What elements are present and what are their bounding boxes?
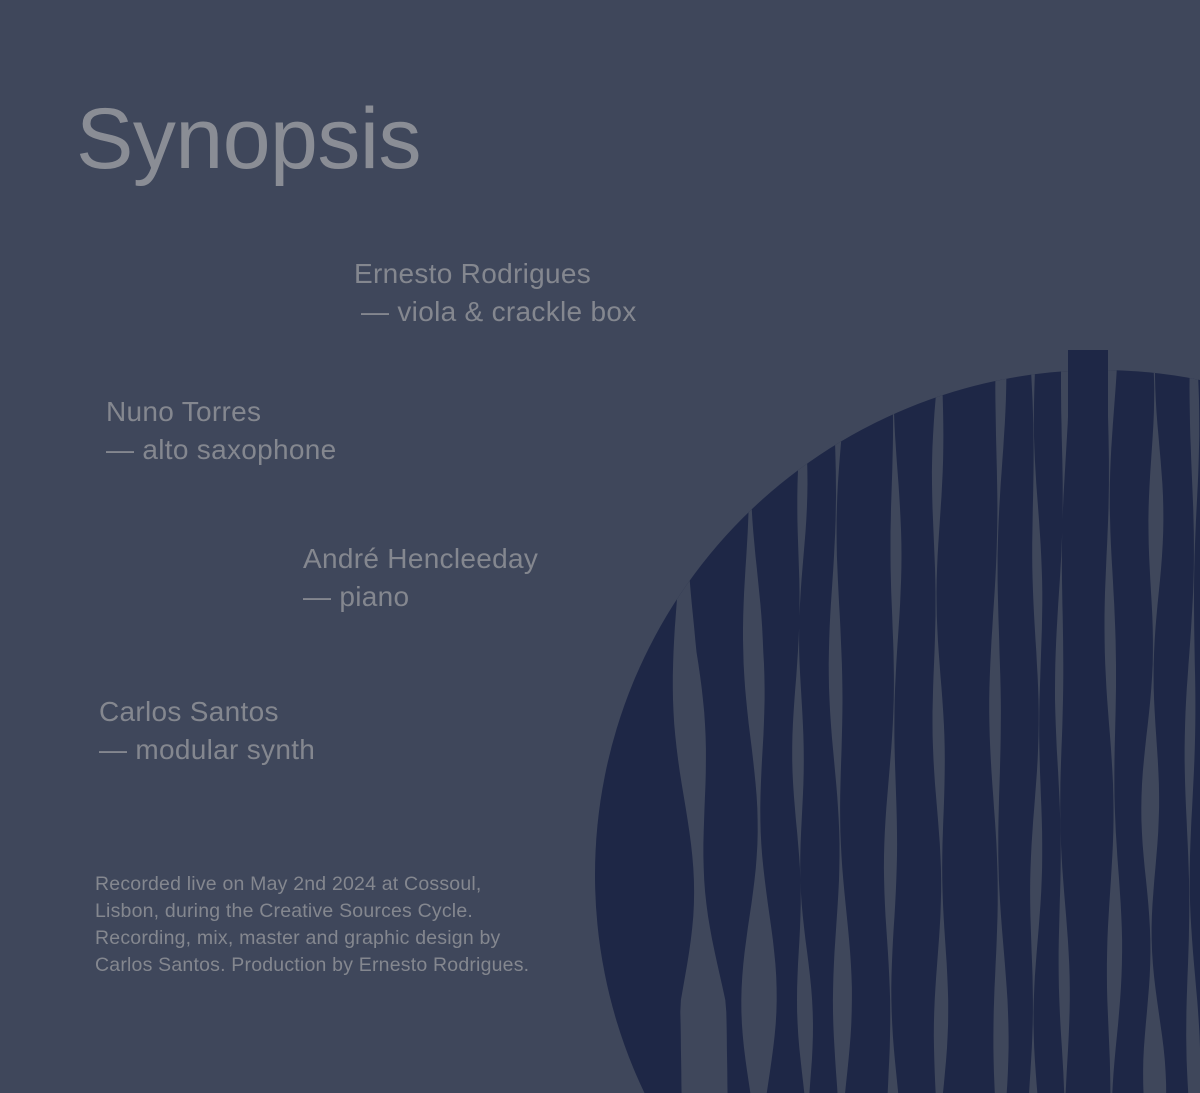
performer-name: André Hencleeday xyxy=(303,543,539,574)
performer-instrument: — alto saxophone xyxy=(106,434,337,465)
performer-name: Ernesto Rodrigues xyxy=(354,258,592,289)
performer-entry-nuno-torres xyxy=(106,393,337,469)
production-note-line: Recorded live on May 2nd 2024 at Cossoul, xyxy=(95,873,482,895)
performer-entry-carlos-santos xyxy=(99,693,315,769)
performer-name: Nuno Torres xyxy=(106,396,262,427)
page-title: Synopsis xyxy=(76,91,421,187)
performer-instrument: — modular synth xyxy=(99,734,316,765)
performer-instrument: — piano xyxy=(303,581,410,612)
production-note-line: Carlos Santos. Production by Ernesto Rodrigues. xyxy=(95,954,530,976)
production-note-line: Recording, mix, master and graphic design by xyxy=(95,927,501,949)
production-note xyxy=(95,871,655,979)
performer-instrument: — viola & crackle box xyxy=(361,296,637,327)
artwork-protruding-bar xyxy=(1068,350,1108,500)
performer-entry-ernesto-rodrigues xyxy=(354,255,637,331)
performer-entry-andre-hencleeday xyxy=(303,540,538,616)
production-note-line: Lisbon, during the Creative Sources Cycle. xyxy=(95,900,474,922)
performer-name: Carlos Santos xyxy=(99,696,279,727)
